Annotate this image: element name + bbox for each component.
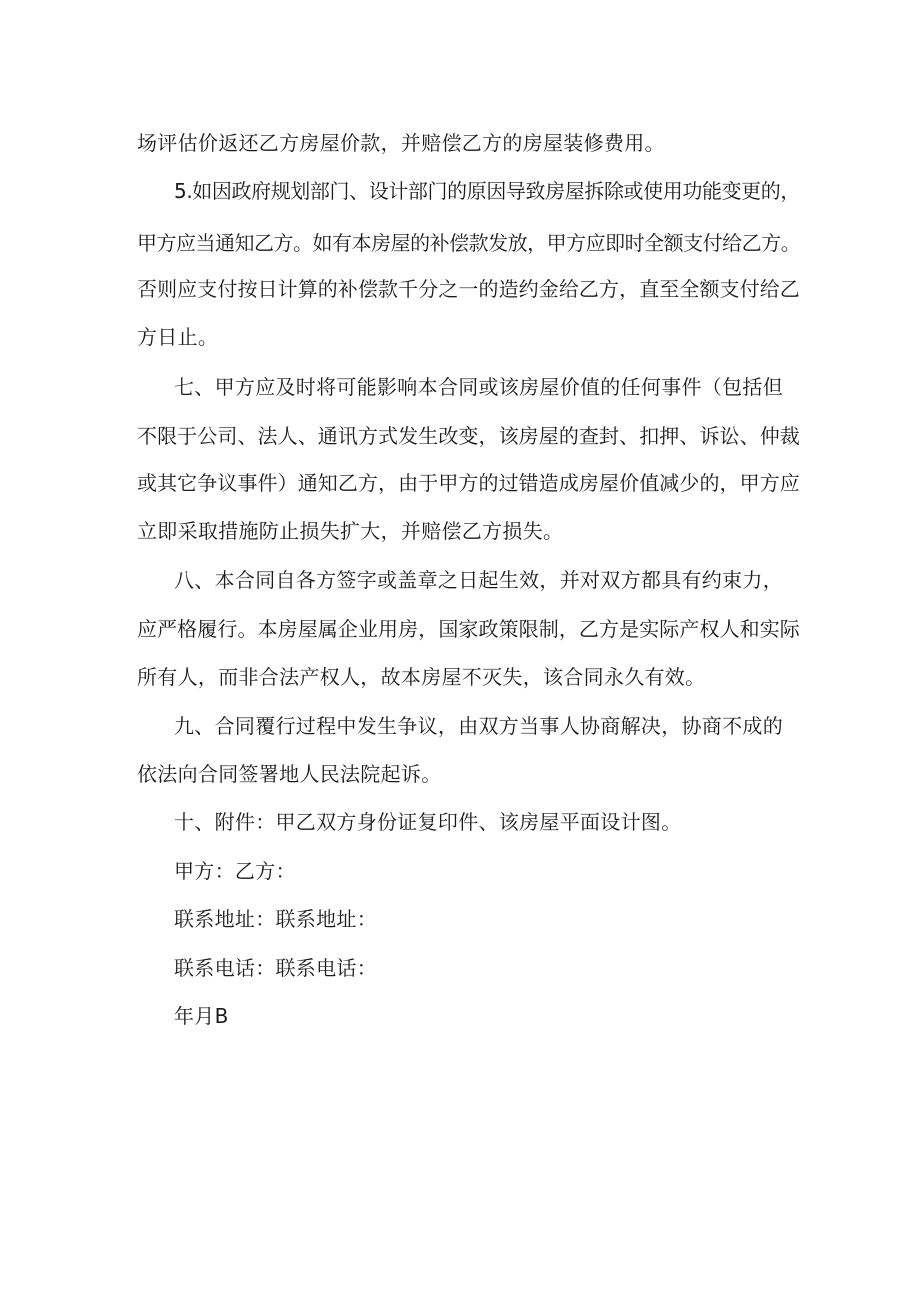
date-label: 年月B [174, 1004, 229, 1028]
text-line-7: 不限于公司、法人、通讯方式发生改变，该房屋的查封、扣押、诉讼、仲裁 [137, 424, 800, 448]
contact-address-labels: 联系地址：联系地址： [174, 907, 377, 931]
text-line-9: 立即采取措施防止损失扩大，并赔偿乙方损失。 [137, 519, 564, 543]
text-line-4: 否则应支付按日计算的补偿款千分之一的造约金给乙方，直至全额支付给乙 [137, 277, 800, 301]
signature-party-labels: 甲方：乙方： [174, 859, 296, 883]
contact-phone-labels: 联系电话：联系电话： [174, 956, 377, 980]
text-line-6: 七、甲方应及时将可能影响本合同或该房屋价值的任何事件（包括但 [174, 375, 783, 399]
text-line-3: 甲方应当通知乙方。如有本房屋的补偿款发放，甲方应即时全额支付给乙方。 [137, 231, 801, 255]
text-line-1: 场评估价返还乙方房屋价款，并赔偿乙方的房屋装修费用。 [137, 131, 665, 155]
text-line-12: 所有人，而非合法产权人，故本房屋不灭失，该合同永久有效。 [137, 665, 706, 689]
text-line-5: 方日止。 [137, 325, 219, 349]
text-line-11: 应严格履行。本房屋属企业用房，国家政策限制，乙方是实际产权人和实际 [137, 617, 800, 641]
text-line-14: 依法向合同签署地人民法院起诉。 [137, 762, 442, 786]
text-line-10: 八、本合同自各方签字或盖章之日起生效，并对双方都具有约束力， [174, 568, 783, 592]
text-line-2: 5.如因政府规划部门、设计部门的原因导致房屋拆除或使用功能变更的， [174, 179, 800, 203]
text-line-15: 十、附件：甲乙双方身份证复印件、该房屋平面设计图。 [174, 810, 682, 834]
text-line-8: 或其它争议事件）通知乙方，由于甲方的过错造成房屋价值减少的，甲方应 [137, 471, 800, 495]
text-line-13: 九、合同覆行过程中发生争议，由双方当事人协商解决，协商不成的 [174, 714, 783, 738]
